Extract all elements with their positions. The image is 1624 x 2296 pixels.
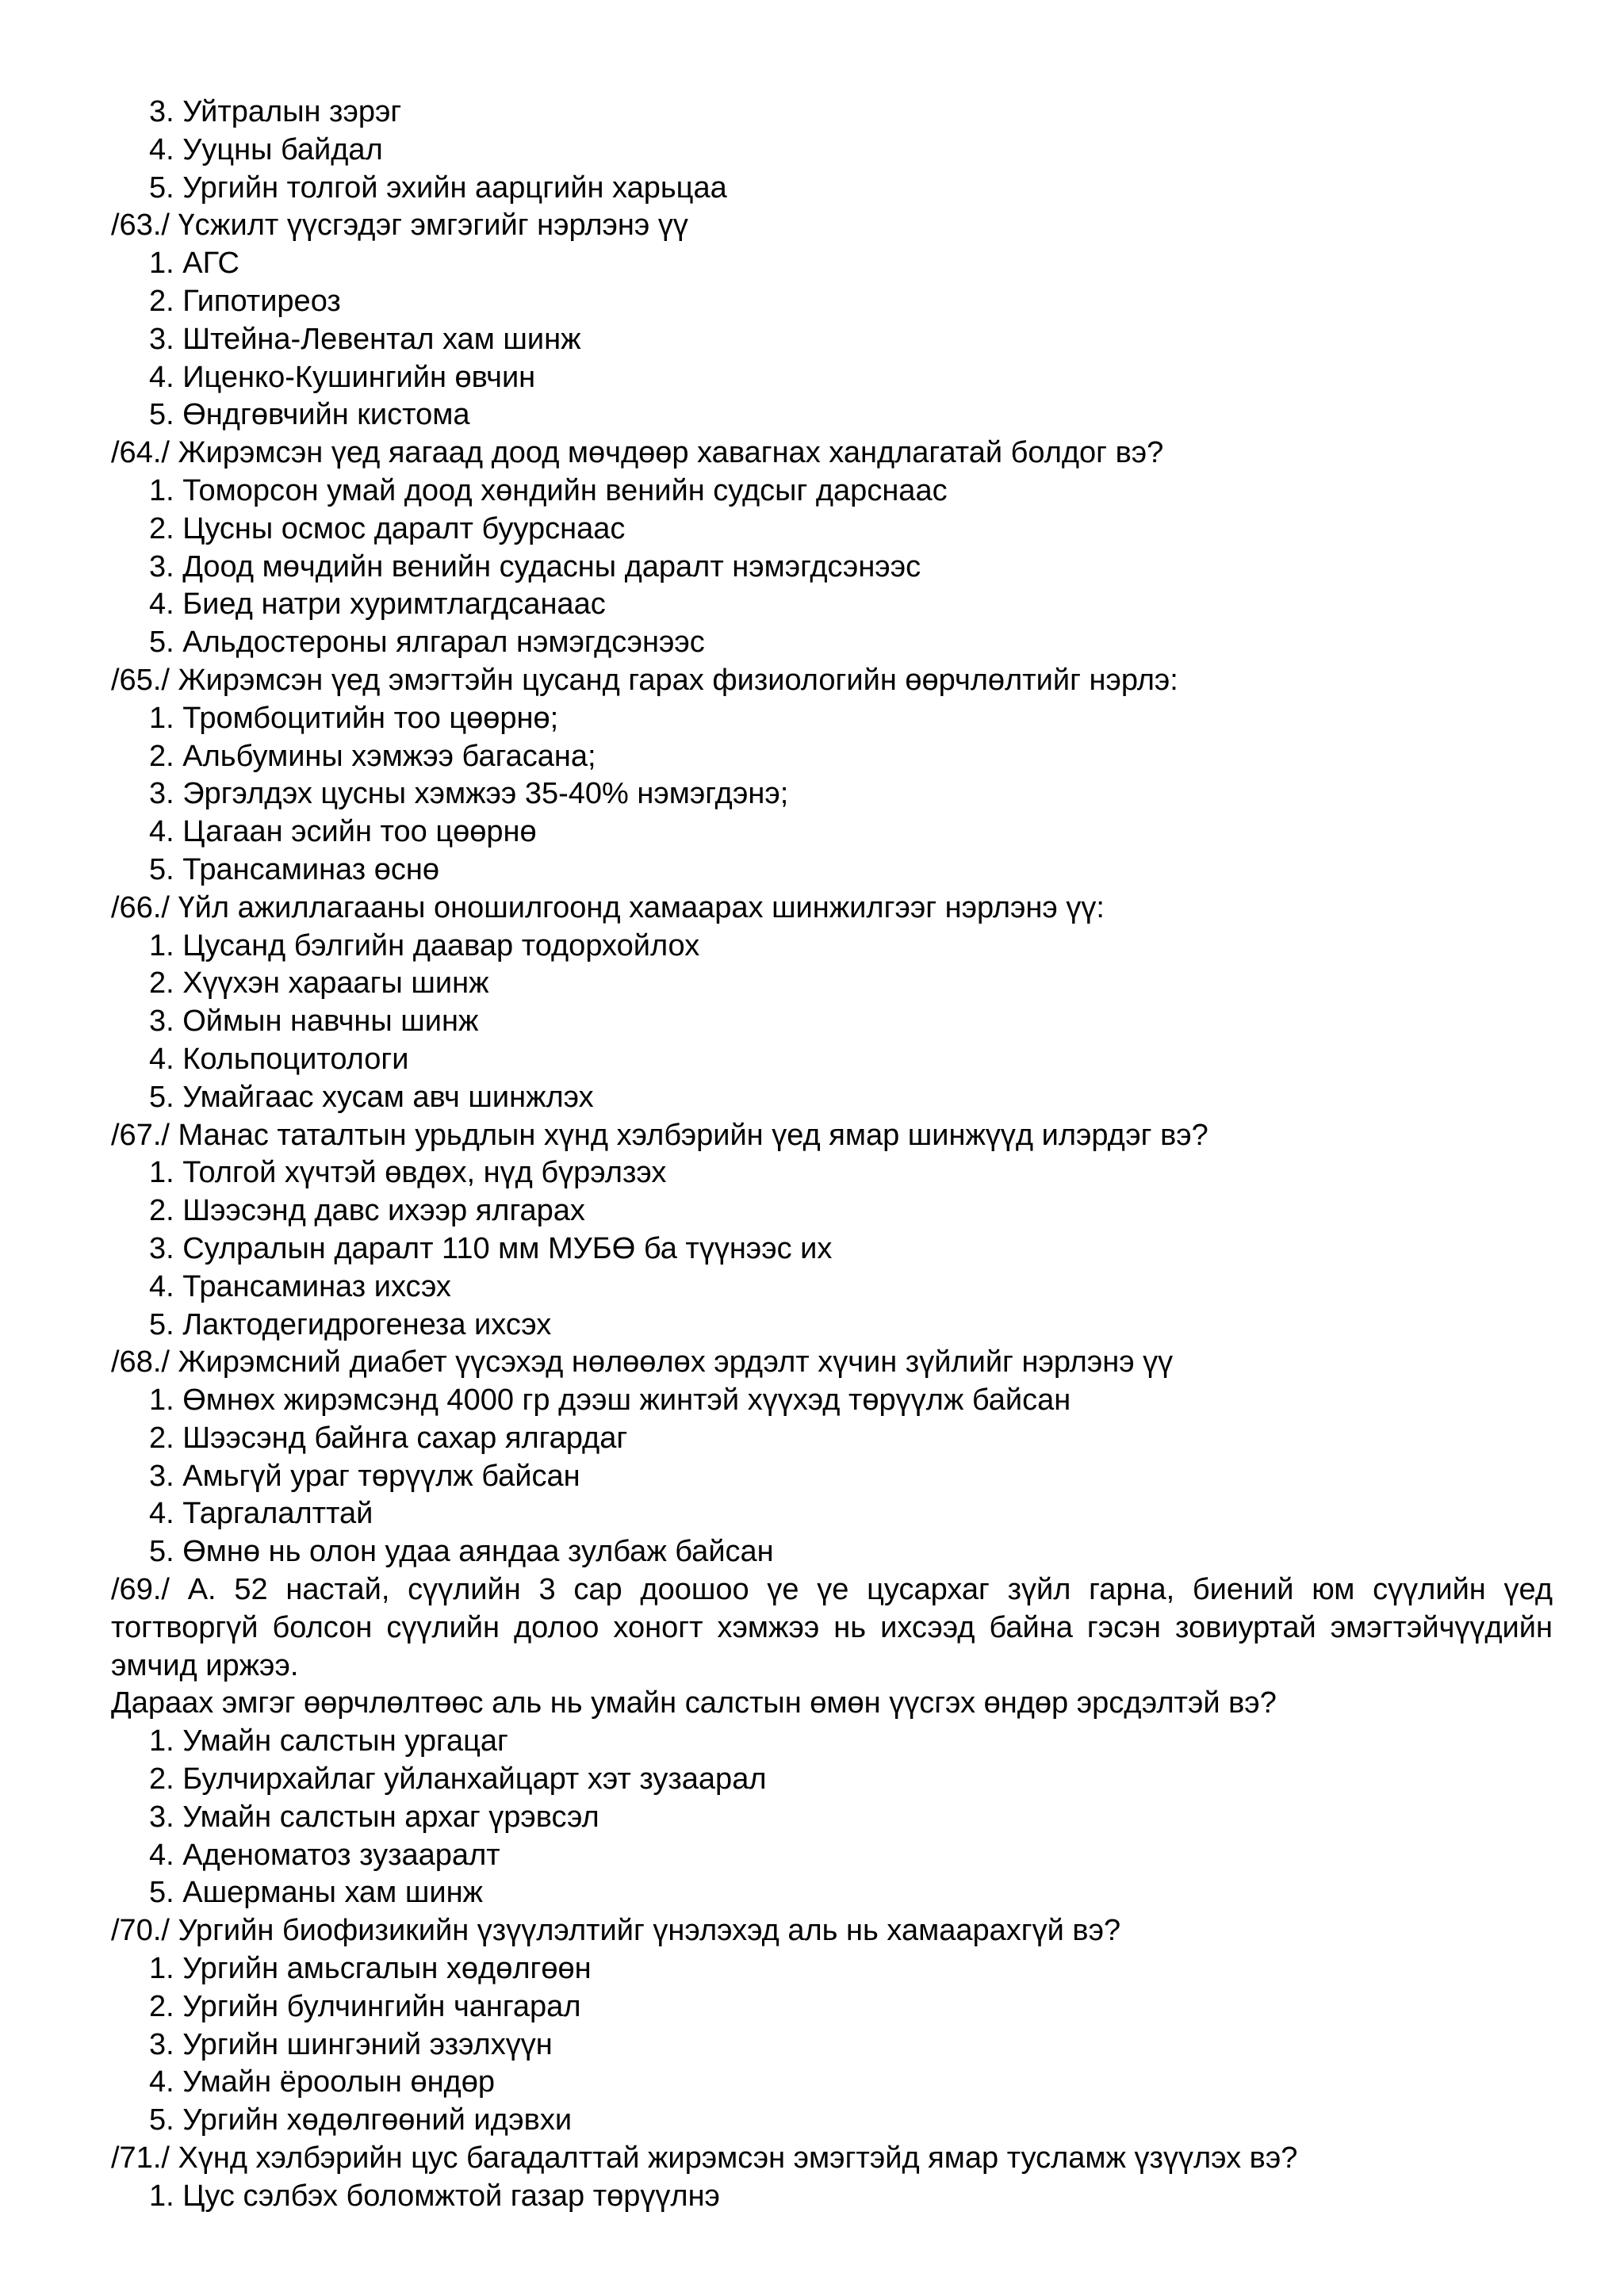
option-item: 3. Штейна-Левентал хам шинж	[149, 322, 581, 356]
option-item: 1. АГС	[149, 247, 239, 281]
option-item: 3. Оймын навчны шинж	[149, 1004, 479, 1039]
option-item: 1. Цус сэлбэх боломжтой газар төрүүлнэ	[149, 2179, 720, 2213]
option-item: 4. Таргалалттай	[149, 1497, 373, 1531]
option-item: 1. Цусанд бэлгийн даавар тодорхойлох	[149, 928, 700, 962]
question-67: /67./ Манас таталтын урьдлын хүнд хэлбэрийн үед ямар шинжүүд илэрдэг вэ?	[111, 1118, 1208, 1152]
question-65: /65./ Жирэмсэн үед эмэгтэйн цусанд гарах физиологийн өөрчлөлтийг нэрлэ:	[111, 663, 1178, 697]
option-item: 2. Гипотиреоз	[149, 284, 341, 318]
option-item: 2. Шээсэнд байнга сахар ялгардаг	[149, 1421, 628, 1455]
option-item: 5. Трансаминаз өснө	[149, 852, 439, 886]
option-item: 1. Тромбоцитийн тоо цөөрнө;	[149, 701, 559, 735]
option-item: 3. Уйтралын зэрэг	[149, 95, 402, 128]
option-item: 5. Өндгөвчийн кистома	[149, 398, 470, 432]
option-item: 1. Томорсон умай доод хөндийн венийн судсыг дарснаас	[149, 473, 948, 507]
option-item: 2. Булчирхайлаг уйланхайцарт хэт зузаарал	[149, 1762, 767, 1797]
option-item: 4. Цагаан эсийн тоо цөөрнө	[149, 815, 537, 849]
option-item: 4. Иценко-Кушингийн өвчин	[149, 360, 536, 394]
option-item: 4. Умайн ёроолын өндөр	[149, 2065, 495, 2099]
option-item: 2. Цусны осмос даралт буурснаас	[149, 511, 626, 545]
option-item: 2. Шээсэнд давс ихээр ялгарах	[149, 1194, 585, 1228]
question-64: /64./ Жирэмсэн үед яагаад доод мөчдөөр хавагнах хандлагатай болдог вэ?	[111, 436, 1164, 470]
option-item: 2. Альбумины хэмжээ багасана;	[149, 739, 596, 773]
option-item: 3. Ургийн шингэний эзэлхүүн	[149, 2027, 553, 2061]
question-70: /70./ Ургийн биофизикийн үзүүлэлтийг үнэлэхэд аль нь хамаарахгүй вэ?	[111, 1914, 1121, 1948]
option-item: 1. Толгой хүчтэй өвдөх, нүд бүрэлзэх	[149, 1156, 667, 1190]
question-71: /71./ Хүнд хэлбэрийн цус багадалттай жирэмсэн эмэгтэйд ямар тусламж үзүүлэх вэ?	[111, 2141, 1298, 2175]
option-item: 1. Ургийн амьсгалын хөдөлгөөн	[149, 1952, 592, 1986]
option-item: 4. Кольпоцитологи	[149, 1042, 409, 1076]
option-item: 5. Өмнө нь олон удаа аяндаа зулбаж байсан	[149, 1535, 774, 1569]
question-66: /66./ Үйл ажиллагааны оношилгоонд хамаарах шинжилгээг нэрлэнэ үү:	[111, 890, 1105, 924]
option-item: 5. Ургийн толгой эхийн аарцгийн харьцаа	[149, 170, 727, 205]
option-item: 5. Лактодегидрогенеза ихсэх	[149, 1307, 552, 1341]
option-item: 5. Ашерманы хам шинж	[149, 1876, 483, 1910]
option-item: 4. Биед натри хуримтлагдсанаас	[149, 587, 606, 622]
question-69: /69./ А. 52 настай, сүүлийн 3 сар доошоо үе үе цусархаг зүйл гарна, биений юм сүүлийн үед тогтворгүй болсон сүүлийн долоо хоногт хэмжээ нь ихсээд байна гэсэн зовиуртай эмэгтэйчүүдийн эмчид иржээ.	[111, 1573, 1553, 1682]
question-69-subtext: Дараах эмгэг өөрчлөлтөөс аль нь умайн салстын өмөн үүсгэх өндөр эрсдэлтэй вэ?	[111, 1686, 1277, 1720]
option-item: 3. Сулралын даралт 110 мм МУБӨ ба түүнээс их	[149, 1231, 833, 1265]
question-68: /68./ Жирэмсний диабет үүсэхэд нөлөөлөх эрдэлт хүчин зүйлийг нэрлэнэ үү	[111, 1345, 1174, 1380]
option-item: 2. Хүүхэн хараагы шинж	[149, 966, 489, 1001]
option-item: 5. Ургийн хөдөлгөөний идэвхи	[149, 2103, 573, 2137]
option-item: 2. Ургийн булчингийн чангарал	[149, 1989, 581, 2023]
option-item: 3. Эргэлдэх цусны хэмжээ 35-40% нэмэгдэнэ;	[149, 777, 789, 811]
option-item: 5. Умайгаас хусам авч шинжлэх	[149, 1080, 594, 1114]
option-item: 4. Аденоматоз зузааралт	[149, 1838, 500, 1872]
option-item: 3. Амьгүй ураг төрүүлж байсан	[149, 1459, 580, 1493]
document-page	[111, 94, 1553, 2216]
option-item: 3. Умайн салстын архаг үрэвсэл	[149, 1800, 599, 1834]
question-63: /63./ Үсжилт үүсгэдэг эмгэгийг нэрлэнэ үү	[111, 209, 688, 243]
option-item: 3. Доод мөчдийн венийн судасны даралт нэмэгдсэнээс	[149, 549, 921, 584]
option-item: 1. Умайн салстын ургацаг	[149, 1724, 508, 1758]
option-item: 4. Трансаминаз ихсэх	[149, 1269, 451, 1303]
option-item: 1. Өмнөх жирэмсэнд 4000 гр дээш жинтэй хүүхэд төрүүлж байсан	[149, 1383, 1071, 1418]
option-item: 5. Альдостероны ялгарал нэмэгдсэнээс	[149, 626, 705, 660]
option-item: 4. Ууцны байдал	[149, 132, 383, 166]
